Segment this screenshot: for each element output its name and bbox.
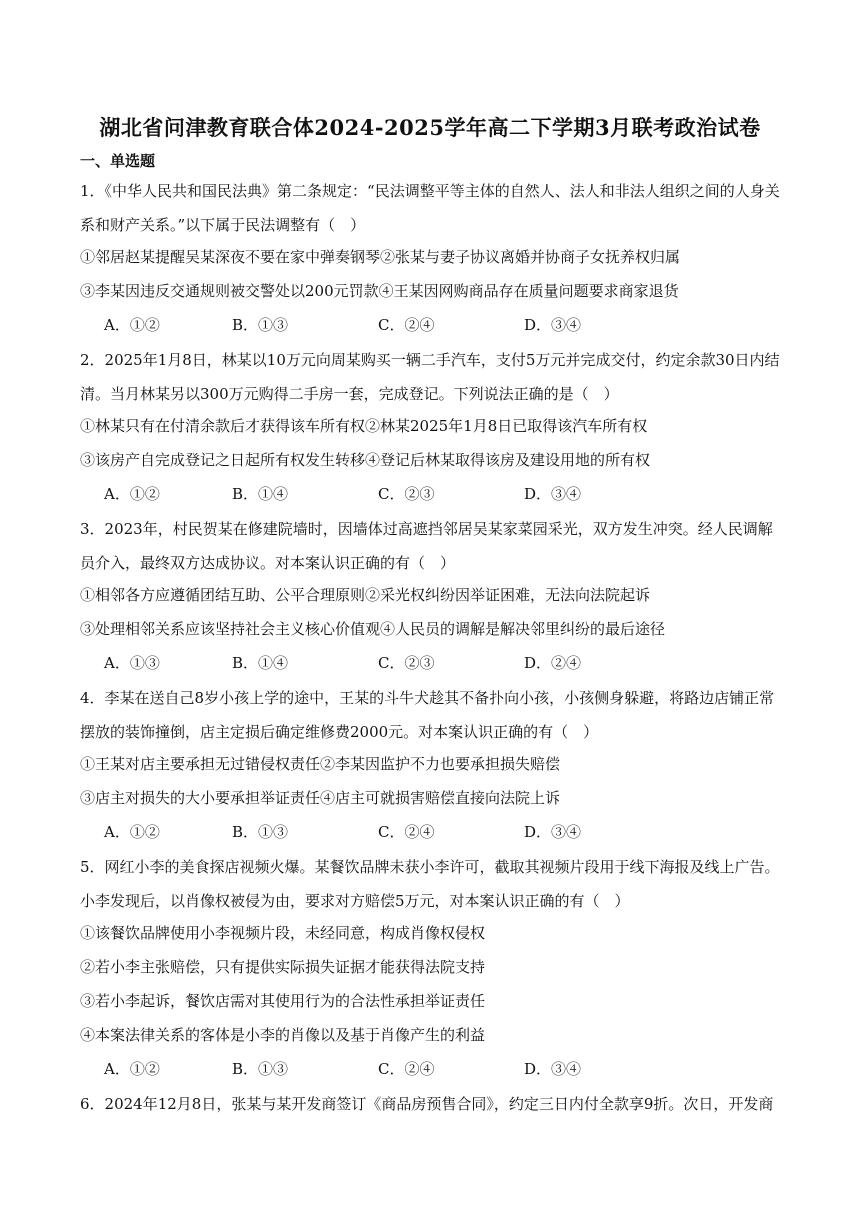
option-a[interactable]: A．①② [104, 823, 160, 841]
question-5-item: ④本案法律关系的客体是小李的肖像以及基于肖像产生的利益 [80, 1026, 486, 1044]
page-title: 湖北省问津教育联合体2024-2025学年高二下学期3月联考政治试卷 [99, 115, 761, 140]
option-c[interactable]: C．②④ [378, 823, 435, 841]
question-5-stem: 5．网红小李的美食探店视频火爆。某餐饮品牌未获小李许可，截取其视频片段用于线下海报及线上广告。小李发现后，以肖像权被侵为由，要求对方赔偿5万元，对本案认识正确的有（ ） [80, 858, 780, 910]
question-4-stem: 4．李某在送自己8岁小孩上学的途中，王某的斗牛犬趁其不备扑向小孩，小孩侧身躲避，将路边店铺正常摆放的装饰撞倒，店主定损后确定维修费2000元。对本案认识正确的有（ ） [80, 689, 775, 741]
option-b[interactable]: B．①③ [232, 823, 289, 841]
option-b[interactable]: B．①③ [232, 1060, 289, 1078]
question-5-item: ③若小李起诉，餐饮店需对其使用行为的合法性承担举证责任 [80, 992, 486, 1010]
option-b[interactable]: B．①④ [232, 654, 289, 672]
question-3-item: ①相邻各方应遵循团结互助、公平合理原则②采光权纠纷因举证困难，无法向法院起诉 [80, 586, 651, 604]
option-d[interactable]: D．③④ [524, 485, 582, 503]
question-2-item: ③该房产自完成登记之日起所有权发生转移④登记后林某取得该房及建设用地的所有权 [80, 451, 651, 469]
option-a[interactable]: A．①② [104, 485, 160, 503]
question-5-item: ①该餐饮品牌使用小李视频片段，未经同意，构成肖像权侵权 [80, 924, 486, 942]
question-6-stem: 6．2024年12月8日，张某与某开发商签订《商品房预售合同》，约定三日内付全款享9折。次日，开发商 [80, 1095, 774, 1113]
option-d[interactable]: D．③④ [524, 823, 582, 841]
option-b[interactable]: B．①④ [232, 485, 289, 503]
option-d[interactable]: D．③④ [524, 316, 582, 334]
question-1-item: ①邻居赵某提醒吴某深夜不要在家中弹奏钢琴②张某与妻子协议离婚并协商子女抚养权归属 [80, 248, 681, 266]
question-3-stem: 3．2023年，村民贺某在修建院墙时，因墙体过高遮挡邻居吴某家菜园采光，双方发生冲突。经人民调解员介入，最终双方达成协议。对本案认识正确的有（ ） [80, 520, 773, 572]
option-d[interactable]: D．③④ [524, 1060, 582, 1078]
question-4-item: ③店主对损失的大小要承担举证责任④店主可就损害赔偿直接向法院上诉 [80, 789, 561, 807]
option-c[interactable]: C．②③ [378, 485, 435, 503]
option-b[interactable]: B．①③ [232, 316, 289, 334]
question-4-item: ①王某对店主要承担无过错侵权责任②李某因监护不力也要承担损失赔偿 [80, 755, 561, 773]
question-1-stem: 1．《中华人民共和国民法典》第二条规定：“民法调整平等主体的自然人、法人和非法人组织之间的人身关系和财产关系。”以下属于民法调整有（ ） [80, 182, 780, 234]
option-c[interactable]: C．②④ [378, 1060, 435, 1078]
option-a[interactable]: A．①② [104, 1060, 160, 1078]
option-c[interactable]: C．②③ [378, 654, 435, 672]
option-a[interactable]: A．①② [104, 316, 160, 334]
option-a[interactable]: A．①③ [104, 654, 160, 672]
option-d[interactable]: D．②④ [524, 654, 582, 672]
question-2-item: ①林某只有在付清余款后才获得该车所有权②林某2025年1月8日已取得该汽车所有权 [80, 417, 648, 435]
question-2-stem: 2．2025年1月8日，林某以10万元向周某购买一辆二手汽车，支付5万元并完成交付，约定余款30日内结清。当月林某另以300万元购得二手房一套，完成登记。下列说法正确的是（ ） [80, 351, 780, 403]
question-3-item: ③处理相邻关系应该坚持社会主义核心价值观④人民员的调解是解决邻里纠纷的最后途径 [80, 620, 666, 638]
section-heading: 一、单选题 [80, 152, 156, 170]
option-c[interactable]: C．②④ [378, 316, 435, 334]
question-5-item: ②若小李主张赔偿，只有提供实际损失证据才能获得法院支持 [80, 958, 486, 976]
question-1-item: ③李某因违反交通规则被交警处以200元罚款④王某因网购商品存在质量问题要求商家退货 [80, 282, 679, 300]
